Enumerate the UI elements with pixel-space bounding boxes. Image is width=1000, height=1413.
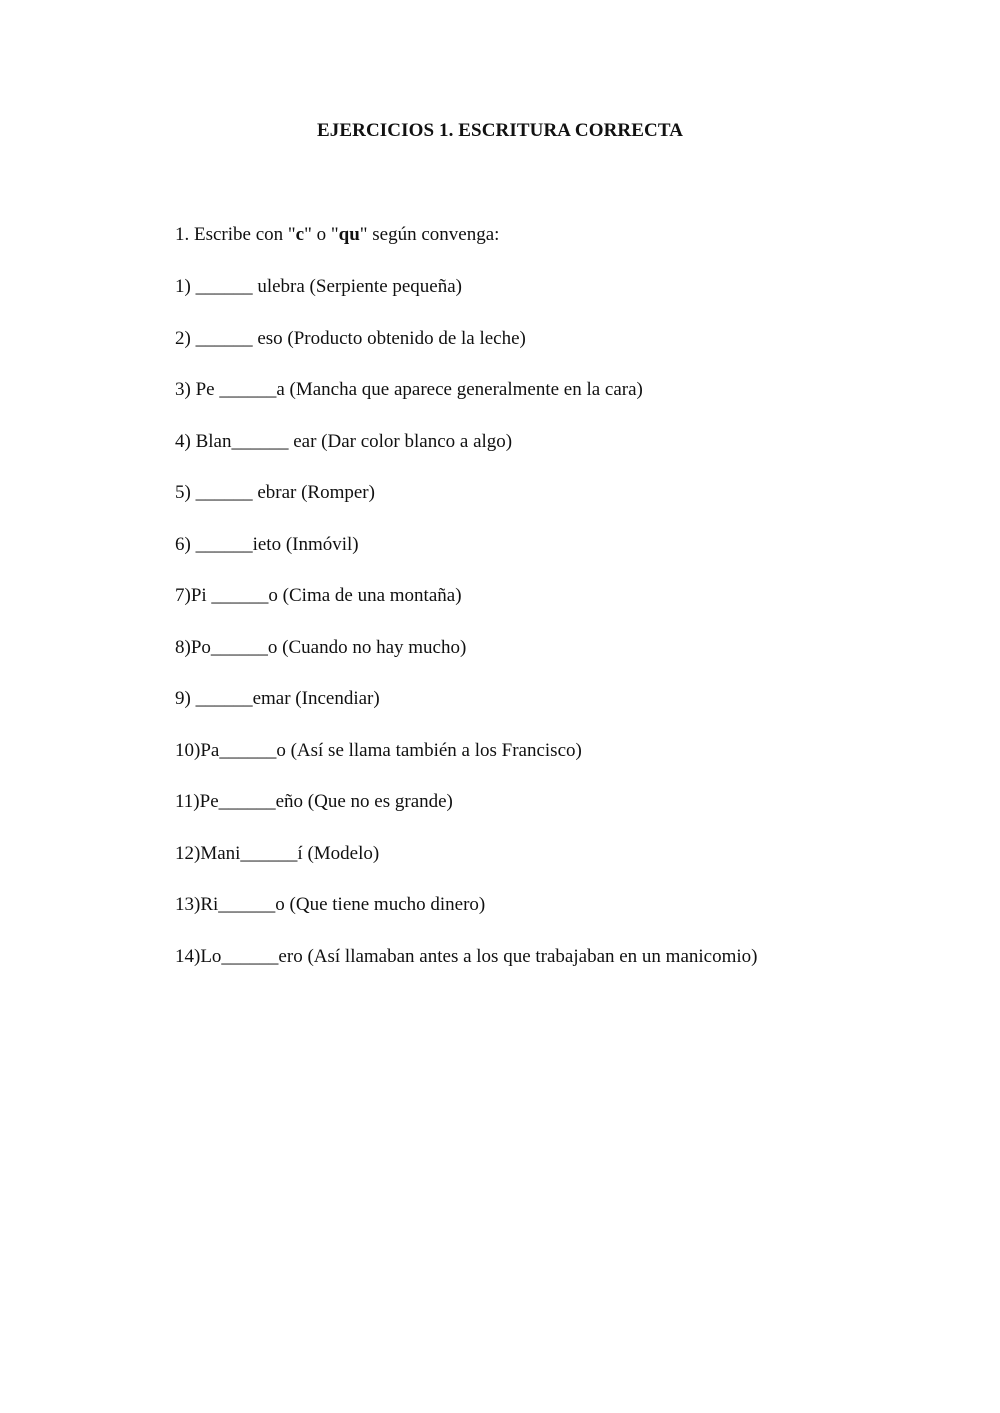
exercise-item: 11)Pe______eño (Que no es grande)	[175, 791, 453, 812]
exercise-item: 13)Ri______o (Que tiene mucho dinero)	[175, 894, 486, 915]
exercise-instruction	[175, 224, 499, 246]
exercise-item: 7)Pi ______o (Cima de una montaña)	[175, 585, 462, 606]
option-c: c	[295, 224, 305, 245]
instruction-suffix: " según convenga:	[359, 224, 500, 245]
exercise-item: 4) Blan______ ear (Dar color blanco a algo)	[175, 430, 513, 452]
exercise-item: 10)Pa______o (Así se llama también a los Francisco)	[175, 739, 582, 761]
exercise-item: 1) ______ ulebra (Serpiente pequeña)	[175, 276, 463, 297]
exercise-item: 2) ______ eso (Producto obtenido de la leche)	[175, 327, 526, 349]
exercise-list	[175, 274, 758, 995]
exercise-item: 9) ______emar (Incendiar)	[175, 688, 380, 709]
instruction-prefix: 1. Escribe con "	[175, 224, 296, 245]
exercise-item: 8)Po______o (Cuando no hay mucho)	[175, 636, 467, 658]
exercise-item: 3) Pe ______a (Mancha que aparece generalmente en la cara)	[175, 379, 643, 400]
exercise-item: 5) ______ ebrar (Romper)	[175, 482, 375, 503]
page-title: EJERCICIOS 1. ESCRITURA CORRECTA	[316, 120, 684, 141]
instruction-middle: " o "	[304, 224, 339, 245]
exercise-item: 6) ______ieto (Inmóvil)	[175, 533, 359, 555]
exercise-item: 14)Lo______ero (Así llamaban antes a los que trabajaban en un manicomio)	[175, 945, 758, 967]
option-qu: qu	[338, 224, 360, 245]
exercise-item: 12)Mani______í (Modelo)	[175, 842, 380, 864]
